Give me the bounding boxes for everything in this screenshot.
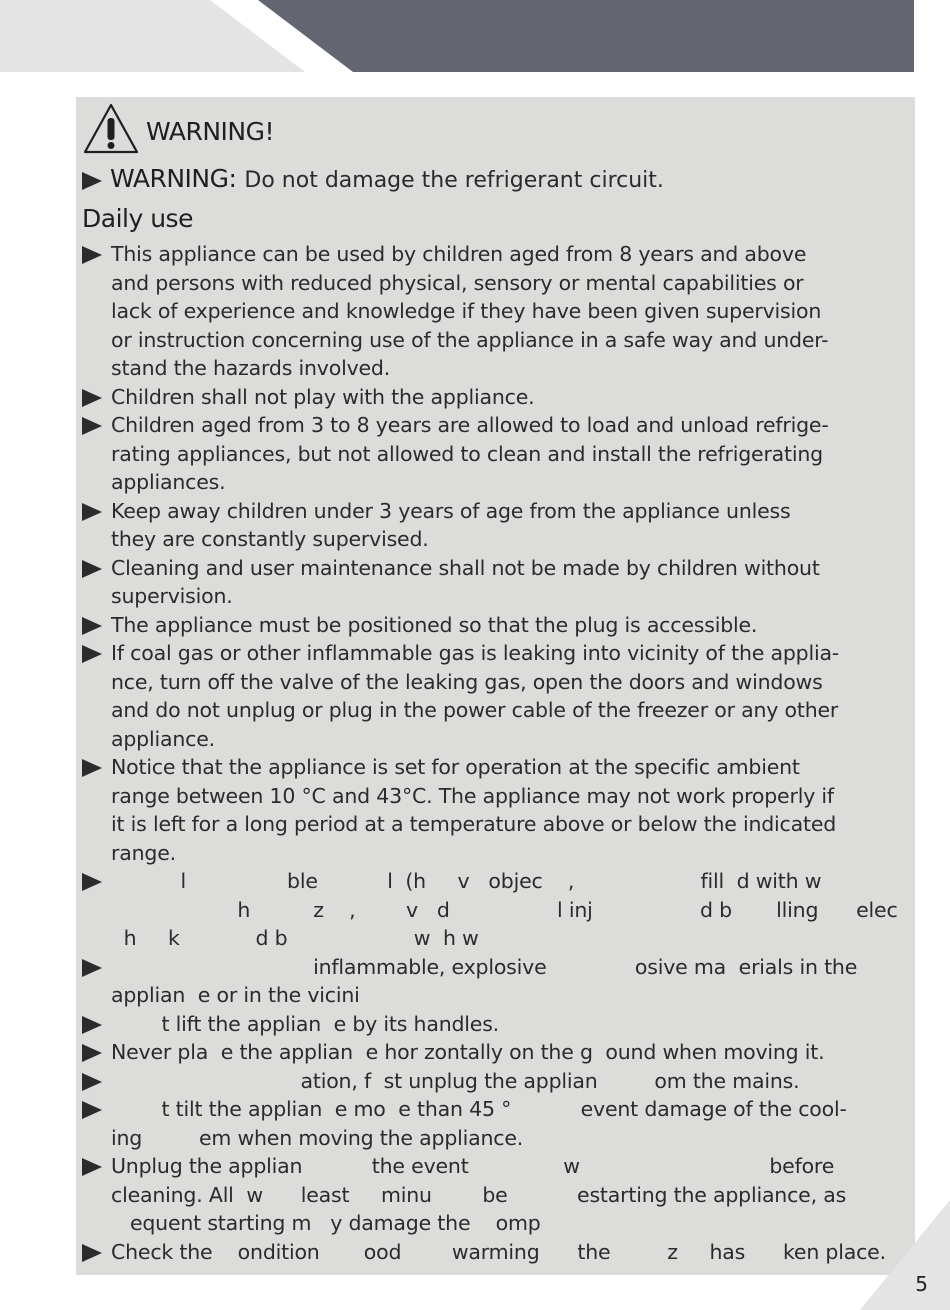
list-item: Cleaning and user maintenance shall not be made by children without supervision. xyxy=(82,554,914,611)
daily-use-list xyxy=(82,240,914,1266)
section-title: Daily use xyxy=(82,204,193,233)
list-item: Unplug the applian the event w before cleaning. All w least minu be estarting the appliance, as equent starting m y damage the omp xyxy=(82,1152,914,1238)
header-tab-left xyxy=(0,0,310,72)
list-item: If coal gas or other inflammable gas is leaking into vicinity of the applia- nce, turn off the valve of the leaking gas, open the doors and windows and do not unplug or plug in the power cable of the freezer or any other appliance. xyxy=(82,639,914,753)
bullet-arrow-icon xyxy=(82,1016,102,1034)
list-item: Notice that the appliance is set for operation at the specific ambient range between 10 °C and 43°C. The appliance may not work properly if it is left for a long period at a temperature above or below the indicated range. xyxy=(82,753,914,867)
header-tab-right xyxy=(258,0,914,72)
refrigerant-warning xyxy=(82,164,664,193)
bullet-arrow-icon xyxy=(82,645,102,663)
bullet-arrow-icon xyxy=(82,1244,102,1262)
bullet-arrow-icon xyxy=(82,503,102,521)
bullet-arrow-icon xyxy=(82,959,102,977)
list-item: Keep away children under 3 years of age from the appliance unless they are constantly supervised. xyxy=(82,497,914,554)
list-item: This appliance can be used by children aged from 8 years and above and persons with reduced physical, sensory or mental capabilities or lack of experience and knowledge if they have been given supervision or instruction concerning use of the appliance in a safe way and under- stand the hazards involved. xyxy=(82,240,914,383)
bullet-arrow-icon xyxy=(82,1044,102,1062)
bullet-arrow-icon xyxy=(82,1158,102,1176)
bullet-arrow-icon xyxy=(82,759,102,777)
list-item: inflammable, explosive osive ma erials in the applian e or in the vicini xyxy=(82,953,914,1010)
bullet-arrow-icon xyxy=(82,172,102,190)
list-item: Check the ondition ood warming the z has ken place. xyxy=(82,1238,914,1267)
warning-keyword: WARNING: xyxy=(110,164,237,193)
list-item: Children aged from 3 to 8 years are allowed to load and unload refrige- rating appliances, but not allowed to clean and install the refrigerating appliances. xyxy=(82,411,914,497)
refrigerant-text: Do not damage the refrigerant circuit. xyxy=(244,168,664,193)
bullet-arrow-icon xyxy=(82,246,102,264)
bullet-arrow-icon xyxy=(82,617,102,635)
warning-title: WARNING! xyxy=(146,116,274,146)
warning-triangle-icon xyxy=(82,102,140,160)
list-item: ation, f st unplug the applian om the mains. xyxy=(82,1067,914,1096)
list-item: t lift the applian e by its handles. xyxy=(82,1010,914,1039)
list-item: The appliance must be positioned so that the plug is accessible. xyxy=(82,611,914,640)
bullet-arrow-icon xyxy=(82,389,102,407)
bullet-arrow-icon xyxy=(82,560,102,578)
page-number: 5 xyxy=(915,1272,928,1296)
list-item: Never pla e the applian e hor zontally on the g ound when moving it. xyxy=(82,1038,914,1067)
bullet-arrow-icon xyxy=(82,873,102,891)
bullet-arrow-icon xyxy=(82,1073,102,1091)
list-item: l ble l (h v objec , fill d with w h z , v d l inj d b lling elec h k d b w h w xyxy=(82,867,914,953)
warning-heading xyxy=(82,102,274,160)
bullet-arrow-icon xyxy=(82,1101,102,1119)
list-item: t tilt the applian e mo e than 45 ° event damage of the cool- ing em when moving the appliance. xyxy=(82,1095,914,1152)
list-item: Children shall not play with the appliance. xyxy=(82,383,914,412)
bullet-arrow-icon xyxy=(82,417,102,435)
